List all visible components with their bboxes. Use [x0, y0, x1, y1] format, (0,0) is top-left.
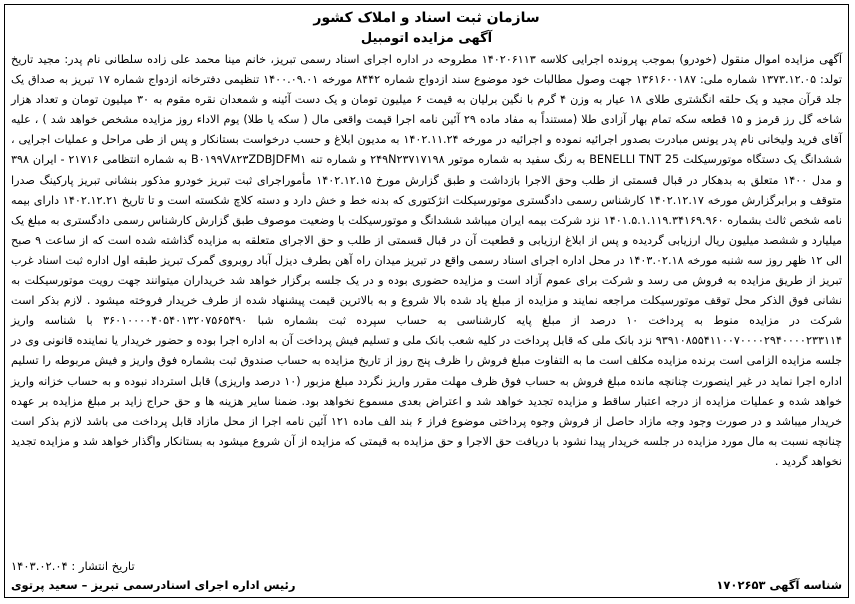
notice-subtitle: آگهی مزایده اتومبیل	[360, 31, 493, 46]
notice-box	[4, 4, 849, 598]
notice-body: آگهی مزایده اموال منقول (خودرو) بموجب پرونده اجرایی کلاسه ۱۴۰۲۰۶۱۱۳ مطروحه در اداره اجرای اسناد رسمی تبریز، خانم مینا محمد علی زاده سلطانی نام پدر: مجید تاریخ تولد: ۱۳۷۳.۱۲.۰۵ شماره ملی: ۱۳۶۱۶۰۰۱۸۷ جهت وصول مطالبات خود موضوع سند ازدواج شماره ۸۴۴۲ مورخه ۱۴۰۰.۰۹.۰۱ تنظیمی دفترخانه ازدواج شماره ۱۷ تبریز به صداق یک جلد قرآن مجید و یک حلقه انگشتری طلای ۱۸ عیار به وزن ۴ گرم با نگین برلیان به قیمت ۶ میلیون تومان و یک دست آئینه و شمعدان نقره مقوم به ۳۰ میلیون تومان و تعداد هزار شاخه گل رز قرمز و ۱۵ قطعه سکه تمام بهار آزادی طلا (مستنداً به مفاد ماده ۲۹ آئین نامه اجرا قیمت واقعی مال ( سکه یا طلا) یوم الاداء روز مزایده مشخص خواهد شد ) ، علیه آقای فرید ولیخانی نام پدر یونس مبادرت بصدور اجرائیه نموده و اجرائیه در مورخه ۱۴۰۲.۱۱.۲۴ به مدیون ابلاغ و حسب درخواست بستانکار و پس از طی مراحل و عملیات اجرایی ، ششدانگ یک دستگاه موتورسیکلت BENELLI TNT 25 به رنگ سفید به شماره موتور ۲۴۹N۲۳۷۱۷۱۹۸ و شماره تنه B۰۱۹۹V۸۲۳ZDBJDFM۱ به شماره انتظامی ۲۱۷۱۶ - ایران ۳۹۸ و مدل ۱۴۰۰ متعلق به بدهکار در قبال قسمتی از طلب وحق الاجرا بازداشت و طبق گزارش مورخ ۱۴۰۲.۱۲.۱۵ مأموراجرای ثبت تبریز خودرو مذکور بنشانی تبریز پارکینگ صدرا متوقف و برابرگزارش مورخه ۱۴۰۲.۱۲.۱۷ کارشناس رسمی دادگستری موتورسیکلت انژکتوری که بدنه خط و خش دارد و دسته کلاچ شکسته است و تا تاریخ ۱۴۰۲.۱۲.۲۱ دارای بیمه نامه شخص ثالث بشماره ۱۴۰۱.۵.۱.۱۱۹.۳۴۱۶۹.۹۶۰ نزد شرکت بیمه ایران میباشد ششدانگ و موتورسیکلت با وضعیت موصوف طبق گزارش کارشناس رسمی دادگستری به مبلغ یک میلیارد و ششصد میلیون ریال ارزیابی گردیده و پس از ابلاغ ارزیابی و قطعیت آن در قبال قسمتی از طلب و حق الاجرای متعلقه به مزایده گذاشته شده است که از ساعت ۹ صبح الی ۱۲ ظهر روز سه شنبه مورخه ۱۴۰۳.۰۲.۱۸ در محل اداره اجرای اسناد رسمی واقع در تبریز میدان راه آهن بطرف دیزل آباد روبروی گمرک تبریز طبقه اول اداره ثبت اسناد غرب تبریز از طریق مزایده به فروش می رسد و شرکت برای عموم آزاد است و مزایده حضوری بوده و در یک جلسه برگزار خواهد شد خریداران میتوانند جهت رویت موتورسیکلت به نشانی فوق الذکر محل توقف موتورسیکلت مراجعه نمایند و مزایده از مبلغ یاد شده بالا شروع و به بالاترین قیمت پیشنهاد شده از طرف خریدار فروخته میشود . لازم بذکر است شرکت در مزایده منوط به پرداخت ۱۰ درصد از مبلغ پایه کارشناسی به حساب سپرده ثبت بشماره شبا ۳۶۰۱۰۰۰۰۴۰۵۴۰۱۳۲۰۷۵۶۵۴۹۰ با شناسه واریز ۹۳۹۱۰۸۵۵۴۱۱۰۰۷۰۰۰۰۲۹۴۰۰۰۰۲۳۳۱۱۴ نزد بانک ملی که قابل پرداخت در کلیه شعب بانک ملی و تسلیم فیش پرداخت آن به اداره اجرا بوده و حضور خریدار یا نماینده قانونی وی در جلسه مزایده الزامی است برنده مزایده مکلف است ما به التفاوت مبلغ فروش را ظرف پنج روز از تاریخ مزایده به حساب صندوق ثبت بشماره فوق واریز و فیش مربوطه را تسلیم اداره اجرا نماید در غیر اینصورت چنانچه مانده مبلغ فروش به حساب فوق ظرف مهلت مقرر واریز نگردد مبلغ مزبور (۱۰ درصد واریزی) قابل استرداد نبوده و به حساب خزانه واریز خواهد شده و عملیات مزایده از درجه اعتبار ساقط و مزایده تجدید خواهد شد و اعتراض بعدی مسموع نخواهد بود. ضمنا سایر هزینه ها و حق حراج زاید بر مبلغ مزایده بر عهده خریدار میباشد و در صورت وجود وجه مازاد حاصل از فروش وجوه پرداختی موضوع فراز ۶ بند الف ماده ۱۲۱ آئین نامه اجرا از محل مازاد قابل پرداخت می باشد لازم بذکر است چنانچه نسبت به مال مورد مزایده در جلسه خریدار پیدا نشود با دریافت حق الاجرا و حق مزایده به قیمتی که مزایده از آن شروع میشود به بستانکار واگذار خواهد شد و مزایده تجدید نخواهد گردید .	[11, 53, 843, 468]
organization-title: سازمان ثبت اسناد و املاک کشور	[313, 10, 540, 26]
signature: رئیس اداره اجرای اسنادرسمی تبریز – سعید پرتوی	[11, 578, 296, 592]
notice-footer	[11, 577, 842, 593]
ad-id: شناسه آگهی ۱۷۰۲۶۵۳	[716, 578, 842, 592]
publish-date: تاریخ انتشار : ۱۴۰۳.۰۲.۰۴	[11, 559, 135, 573]
